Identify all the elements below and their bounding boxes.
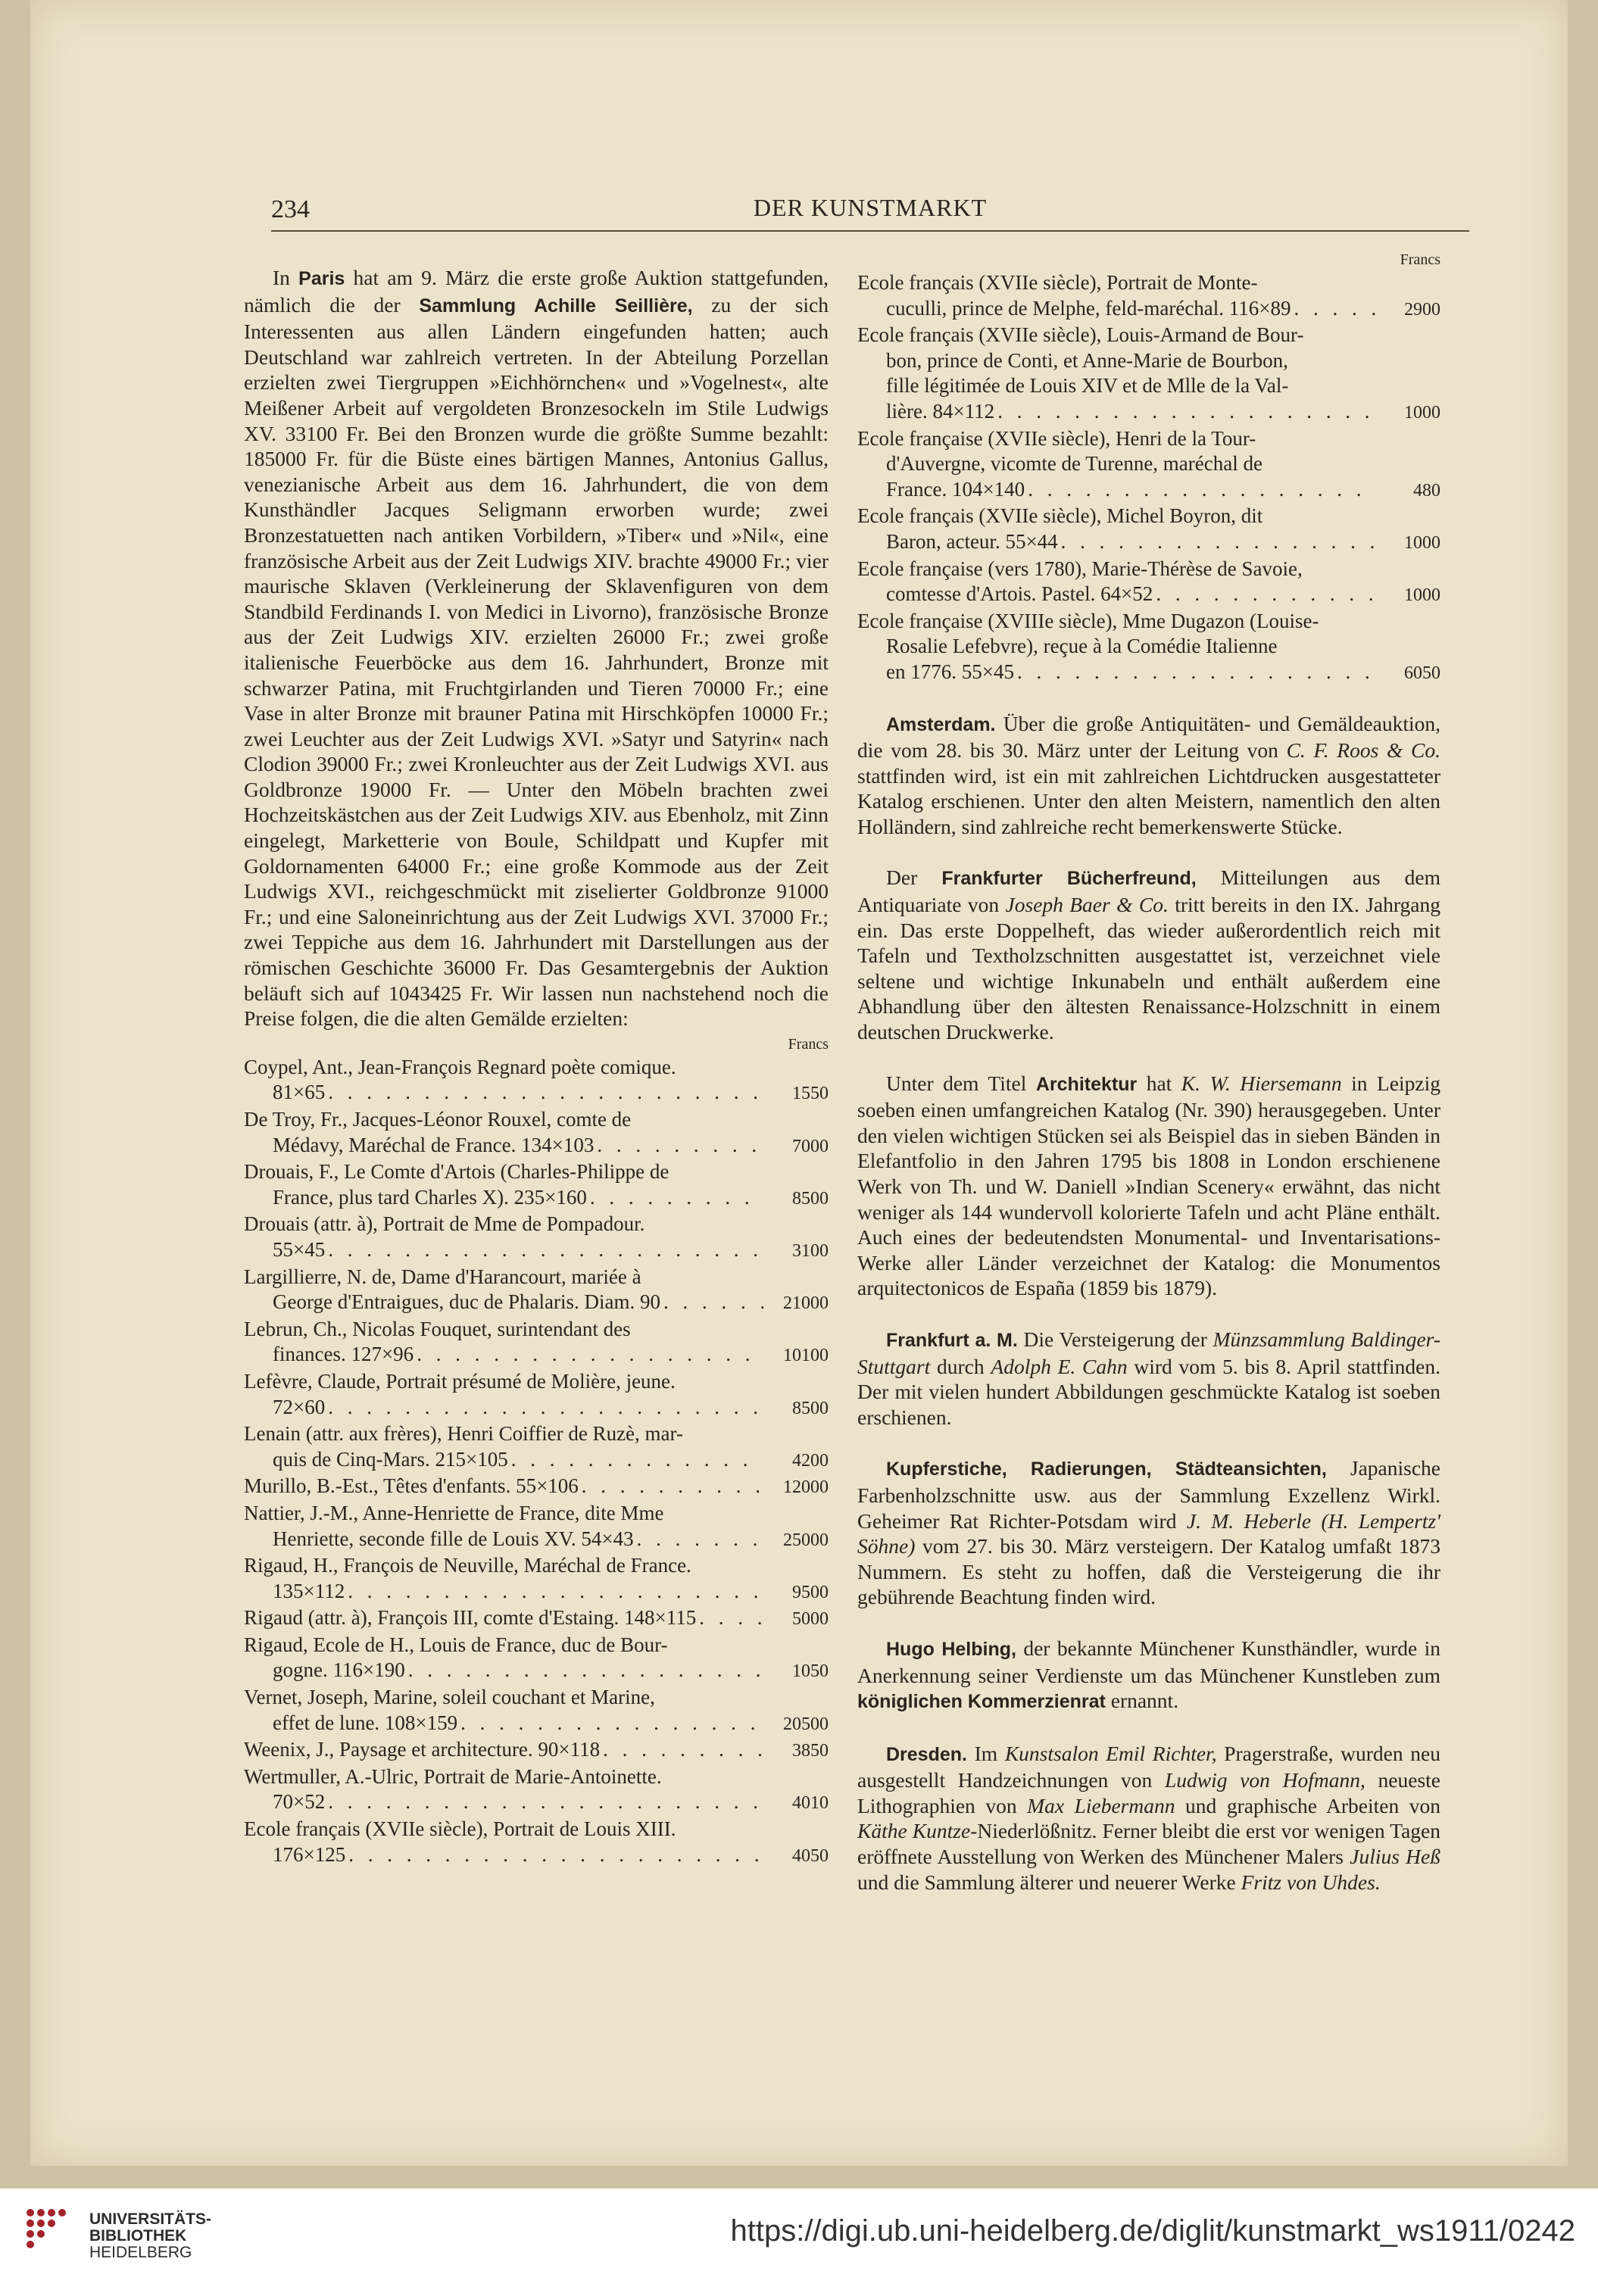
dot-leader — [590, 1185, 763, 1211]
frankfurter-paragraph: Der Frankfurter Bücherfreund, Mitteilungen aus dem Antiquariate von Joseph Baer & Co. tritt bereits in den IX. Jahrgang ein. Das erste Doppelheft, das wieder außerordentlich reich mit Tafeln und Textholzschnitten ausgestattet ist, verzeichnet viele seltene und wichtige Inkunabeln und enthält außerdem eine Abhandlung über den ältesten Renaissance-Holzschnitt in einem deutschen Druckwerke. — [857, 866, 1440, 1044]
price-value: 1000 — [1404, 402, 1440, 423]
price-entry — [857, 557, 1440, 609]
dot-leader — [328, 1789, 763, 1815]
price-value: 1000 — [1404, 532, 1440, 553]
dot-leader — [328, 1080, 763, 1106]
entry-price-line — [244, 1080, 829, 1107]
entry-text-line: Ecole française (vers 1780), Marie-Thérèse de Savoie, — [857, 557, 1303, 580]
entry-text-line: Nattier, J.-M., Anne-Henriette de France, dite Mme — [244, 1501, 664, 1524]
dot-leader — [1061, 529, 1375, 555]
entry-text-line: Rosalie Lefebvre), reçue à la Comédie Italienne — [886, 635, 1278, 658]
entry-text-line: fille légitimée de Louis XIV et de Mlle de la Val- — [886, 374, 1289, 398]
dot-leader — [663, 1290, 763, 1315]
price-value: 12000 — [783, 1477, 829, 1498]
dot-leader — [603, 1737, 763, 1763]
entry-price-line — [857, 477, 1440, 504]
entry-price-line — [244, 1474, 829, 1501]
price-value: 1000 — [1404, 585, 1440, 606]
right-column — [857, 251, 1441, 1895]
price-value: 3100 — [792, 1240, 829, 1261]
dot-leader — [328, 1395, 763, 1421]
entry-title: 135×112 — [273, 1579, 345, 1602]
dot-leader — [511, 1447, 763, 1473]
entry-title: Baron, acteur. 55×44 — [886, 529, 1058, 553]
price-value: 4010 — [792, 1793, 829, 1814]
entry-price-line — [857, 660, 1440, 687]
entry-text-line: Ecole français (XVIIe siècle), Portrait de Monte- — [857, 271, 1258, 294]
price-entry — [244, 1764, 829, 1817]
entry-title: finances. 127×96 — [273, 1343, 414, 1366]
price-entry — [244, 1421, 829, 1474]
entry-title: gogne. 116×190 — [273, 1658, 405, 1682]
kupferstiche-paragraph: Kupferstiche, Radierungen, Städteansichten, Japanische Farbenholzschnitte usw. aus der Sammlung Exzellenz Wirkl. Geheimer Rat Richter-Potsdam wird J. M. Heberle (H. Lempertz' Söhne) vom 27. bis 30. März versteigern. Der Katalog umfaßt 1873 Nummern. Es steht zu hoffen, daß die Versteigerung die ihr gebührende Beachtung finden wird. — [857, 1456, 1440, 1609]
entry-text-line: Ecole français (XVIIe siècle), Portrait de Louis XIII. — [244, 1817, 676, 1841]
price-value: 8500 — [792, 1398, 829, 1418]
entry-text-line: bon, prince de Conti, et Anne-Marie de Bourbon, — [886, 348, 1288, 372]
entry-price-line — [244, 1447, 829, 1474]
price-entry — [857, 609, 1440, 687]
page-number: 234 — [271, 195, 310, 223]
price-value: 480 — [1413, 480, 1440, 501]
entry-title: 72×60 — [273, 1395, 326, 1418]
entry-text-line: Ecole français (XVIIe siècle), Louis-Armand de Bour- — [857, 323, 1304, 347]
entry-price-line — [857, 399, 1440, 426]
dot-leader — [1028, 477, 1375, 503]
price-entry — [857, 270, 1440, 323]
entry-price-line — [244, 1605, 829, 1633]
dot-leader — [1156, 582, 1375, 607]
entry-price-line — [244, 1185, 829, 1212]
entry-title: Weenix, J., Paysage et architecture. 90×118 — [244, 1738, 601, 1761]
amsterdam-paragraph: Amsterdam. Über die große Antiquitäten- und Gemäldeauktion, die vom 28. bis 30. März unter der Leitung von C. F. Roos & Co. stattfinden wird, ist ein mit zahlreichen Lichtdrucken ausgestatteter Katalog erschienen. Unter den alten Meistern, namentlich den alten Holländern, sind zahlreiche recht bemerkenswerte Stücke. — [857, 711, 1440, 838]
entry-price-line — [244, 1527, 829, 1554]
university-library-logo-icon — [23, 2205, 71, 2254]
dot-leader — [637, 1527, 763, 1552]
entry-price-line — [244, 1579, 829, 1606]
entry-price-line — [244, 1133, 829, 1160]
dot-leader — [417, 1342, 763, 1368]
entry-title: quis de Cinq-Mars. 215×105 — [273, 1447, 508, 1471]
price-value: 6050 — [1404, 663, 1440, 683]
entry-price-line — [244, 1290, 829, 1317]
painting-price-list — [244, 1055, 829, 1869]
francs-label: Francs — [788, 1035, 829, 1053]
library-name: UNIVERSITÄTS- BIBLIOTHEK HEIDELBERG — [89, 2210, 212, 2261]
entry-title: 176×125 — [273, 1842, 346, 1866]
francs-label: Francs — [1400, 251, 1440, 268]
entry-title: Henriette, seconde fille de Louis XV. 54×43 — [273, 1527, 634, 1550]
dot-leader — [582, 1474, 763, 1499]
running-title: DER KUNSTMARKT — [753, 194, 988, 221]
entry-title: cuculli, prince de Melphe, feld-maréchal. 116×89 — [886, 296, 1291, 320]
price-entry — [244, 1055, 829, 1107]
frankfurt-paragraph: Frankfurt a. M. Die Versteigerung der Münzsammlung Baldinger-Stuttgart durch Adolph E. Cahn wird vom 5. bis 8. April stattfinden. Der mit vielen hundert Abbildungen geschmückte Katalog ist soeben erschienen. — [857, 1327, 1440, 1429]
price-entry — [244, 1685, 829, 1737]
entry-title: France. 104×140 — [886, 477, 1025, 501]
price-entry — [244, 1265, 829, 1317]
entry-title: George d'Entraigues, duc de Phalaris. Diam. 90 — [273, 1290, 660, 1314]
source-url-link[interactable]: https://digi.ub.uni-heidelberg.de/diglit/kunstmarkt_ws1911/0242 — [730, 2214, 1575, 2248]
price-entry — [244, 1107, 829, 1159]
price-entry — [857, 504, 1440, 556]
entry-text-line: Lenain (attr. aux frères), Henri Coiffier de Ruzè, mar- — [244, 1422, 683, 1446]
price-entry — [244, 1212, 829, 1264]
entry-text-line: Drouais (attr. à), Portrait de Mme de Pompadour. — [244, 1212, 645, 1236]
dot-leader — [997, 399, 1375, 425]
entry-price-line — [857, 296, 1440, 323]
entry-price-line — [244, 1342, 829, 1369]
entry-title: 55×45 — [273, 1237, 326, 1261]
entry-title: 70×52 — [273, 1790, 326, 1814]
left-column — [244, 265, 829, 1869]
entry-title: lière. 84×112 — [886, 399, 995, 423]
price-entry — [244, 1605, 829, 1633]
price-entry — [244, 1817, 829, 1869]
entry-text-line: Rigaud, Ecole de H., Louis de France, duc de Bour- — [244, 1633, 668, 1656]
price-value: 20500 — [783, 1714, 829, 1734]
architektur-paragraph: Unter dem Titel Architektur hat K. W. Hiersemann in Leipzig soeben einen umfangreichen Katalog (Nr. 390) herausgegeben. Unter den vielen wichtigen Stücken sei als Beispiel das in sieben Bänden in Elefantfolio in den Jahren 1795 bis 1808 in London erschienene Werk von Th. und W. Daniell »Indian Scenery« erwähnt, das nicht weniger als 144 wundervoll kolorierte Tafeln und acht Pläne enthält. Auch eines der bedeutendsten Monumental- und Inventarisations-Werke aller Länder verzeichnet der Katalog: die Monumentos arquitectonicos de España (1859 bis 1879). — [857, 1071, 1440, 1300]
dot-leader — [348, 1842, 763, 1868]
price-entry — [244, 1501, 829, 1553]
dot-leader — [597, 1133, 763, 1159]
dot-leader — [460, 1711, 763, 1736]
dresden-paragraph: Dresden. Im Kunstsalon Emil Richter, Pragerstraße, wurden neu ausgestellt Handzeichnungen von Ludwig von Hofmann, neueste Lithographien von Max Liebermann und graphische Arbeiten von Käthe Kuntze-Niederlößnitz. Ferner bleibt die erst vor wenigen Tagen eröffnete Ausstellung von Werken des Münchener Malers Julius Heß und die Sammlung älterer und neuerer Werke Fritz von Uhdes. — [857, 1741, 1441, 1894]
painting-price-list — [857, 270, 1440, 687]
dot-leader — [348, 1579, 763, 1605]
entry-text-line: Wertmuller, A.-Ulric, Portrait de Marie-Antoinette. — [244, 1764, 662, 1788]
entry-price-line — [857, 529, 1440, 557]
entry-text-line: De Troy, Fr., Jacques-Léonor Rouxel, comte de — [244, 1108, 632, 1131]
price-value: 10100 — [783, 1346, 829, 1366]
price-value: 5000 — [792, 1609, 829, 1630]
price-value: 25000 — [783, 1530, 829, 1550]
price-entry — [244, 1633, 829, 1685]
entry-price-line — [244, 1237, 829, 1265]
entry-price-line — [857, 582, 1440, 609]
entry-text-line: Ecole français (XVIIe siècle), Michel Boyron, dit — [857, 504, 1263, 528]
entry-price-line — [244, 1842, 829, 1870]
price-value: 4050 — [792, 1845, 829, 1866]
entry-text-line: Largillierre, N. de, Dame d'Harancourt, mariée à — [244, 1265, 641, 1288]
price-value: 9500 — [792, 1582, 829, 1602]
price-value: 2900 — [1404, 299, 1440, 320]
price-value: 4200 — [792, 1450, 829, 1471]
entry-price-line — [244, 1395, 829, 1422]
price-entry — [244, 1474, 829, 1501]
entry-text-line: Coypel, Ant., Jean-François Regnard poète comique. — [244, 1055, 676, 1078]
entry-title: France, plus tard Charles X). 235×160 — [273, 1185, 587, 1209]
entry-title: en 1776. 55×45 — [886, 660, 1014, 683]
entry-text-line: Ecole française (XVIIe siècle), Henri de la Tour- — [857, 426, 1256, 450]
entry-title: effet de lune. 108×159 — [273, 1711, 458, 1734]
dot-leader — [699, 1605, 763, 1631]
entry-text-line: Rigaud, H., François de Neuville, Maréchal de France. — [244, 1554, 691, 1577]
price-entry — [244, 1159, 829, 1212]
dot-leader — [1294, 296, 1375, 322]
price-value: 1550 — [792, 1084, 829, 1104]
entry-price-line — [244, 1711, 829, 1738]
price-value: 8500 — [792, 1188, 829, 1209]
page-header — [271, 191, 1469, 232]
entry-text-line: d'Auvergne, vicomte de Turenne, maréchal de — [886, 452, 1262, 476]
entry-title: Rigaud (attr. à), François III, comte d'Estaing. 148×115 — [244, 1606, 697, 1630]
helbing-paragraph: Hugo Helbing, der bekannte Münchener Kunsthändler, wurde in Anerkennung seiner Verdienste um das Münchener Kunstleben zum königlichen Kommerzienrat ernannt. — [857, 1636, 1440, 1713]
entry-text-line: Drouais, F., Le Comte d'Artois (Charles-Philippe de — [244, 1160, 669, 1184]
dot-leader — [328, 1237, 763, 1263]
price-value: 3850 — [792, 1741, 829, 1761]
price-value: 1050 — [792, 1661, 829, 1682]
dot-leader — [1017, 660, 1375, 685]
entry-price-line — [244, 1789, 829, 1817]
price-value: 7000 — [792, 1136, 829, 1156]
entry-text-line: Lefèvre, Claude, Portrait présumé de Molière, jeune. — [244, 1369, 676, 1393]
entry-price-line — [244, 1737, 829, 1764]
price-entry — [244, 1317, 829, 1369]
entry-title: Murillo, B.-Est., Têtes d'enfants. 55×106 — [244, 1474, 579, 1498]
price-entry — [244, 1369, 829, 1421]
entry-text-line: Ecole française (XVIIIe siècle), Mme Dugazon (Louise- — [857, 609, 1319, 632]
price-entry — [244, 1553, 829, 1605]
price-entry — [857, 426, 1440, 504]
price-entry — [244, 1737, 829, 1764]
dot-leader — [408, 1658, 763, 1683]
entry-price-line — [244, 1658, 829, 1685]
entry-text-line: Lebrun, Ch., Nicolas Fouquet, surintendant des — [244, 1317, 631, 1340]
entry-title: Médavy, Maréchal de France. 134×103 — [273, 1133, 595, 1156]
paris-paragraph: In Paris hat am 9. März die erste große Auktion stattgefunden, nämlich die der Sammlung Achille Seillière, zu der sich Interessenten aus allen Ländern eingefunden hatten; auch Deutschland war zahlreich vertreten. In der Abteilung Porzellan erzielten zwei Tiergruppen »Eichhörnchen« und »Vogelnest«, alte Meißener Arbeit auf vergoldeten Bronzesockeln im Stile Ludwigs XV. 33100 Fr. Bei den Bronzen wurde die größte Summe bezahlt: 185000 Fr. für die Büste eines bärtigen Mannes, Antonius Gallus, venezianische Arbeit aus dem 16. Jahrhundert, die von dem Kunsthändler Jacques Seligmann erworben wurde; zwei Bronzestatuetten nach antiken Vorbildern, »Tiber« und »Nil«, eine französische Arbeit aus der Zeit Ludwigs XIV. brachte 49000 Fr.; vier maurische Sklaven (Verkleinerung der Sklavenfiguren von dem Standbild Ferdinands I. von Medici in Livorno), französische Bronze aus der Zeit Ludwigs XIV. erzielten 26000 Fr.; zwei große italienische Feuerböcke aus dem 16. Jahrhundert, Bronze mit schwarzer Patina, mit Fruchtgirlanden und Tieren 70000 Fr.; eine Vase in alter Bronze mit brauner Patina mit Hirschköpfen 10000 Fr.; zwei Leuchter aus der Zeit Ludwigs XVI. »Satyr und Satyrin« nach Clodion 39000 Fr.; zwei Kronleuchter aus der Zeit Ludwigs XVI. aus Goldbronze 19000 Fr. — Unter den Möbeln brachten zwei Hochzeitskästchen aus der Zeit Ludwigs XIV. aus Ebenholz, mit Zinn eingelegt, Marketterie von Boule, Schildpatt und Kupfer mit Goldornamenten 64000 Fr.; eine große Kommode aus der Zeit Ludwigs XVI., reichgeschmückt mit ziselierter Goldbronze 91000 Fr.; und eine Saloneinrichtung aus der Zeit Ludwigs XVI. 37000 Fr.; zwei Teppiche aus dem 16. Jahrhundert mit Darstellungen aus der römischen Geschichte 36000 Fr. Das Gesamtergebnis der Auktion beläuft sich auf 1043425 Fr. Wir lassen nun nachstehend noch die Preise folgen, die die alten Gemälde erzielten: — [244, 266, 829, 1031]
price-entry — [857, 323, 1440, 426]
library-footer — [0, 2188, 1598, 2296]
price-value: 21000 — [783, 1293, 829, 1314]
entry-title: comtesse d'Artois. Pastel. 64×52 — [886, 582, 1153, 606]
entry-title: 81×65 — [273, 1081, 326, 1104]
entry-text-line: Vernet, Joseph, Marine, soleil couchant et Marine, — [244, 1686, 655, 1709]
